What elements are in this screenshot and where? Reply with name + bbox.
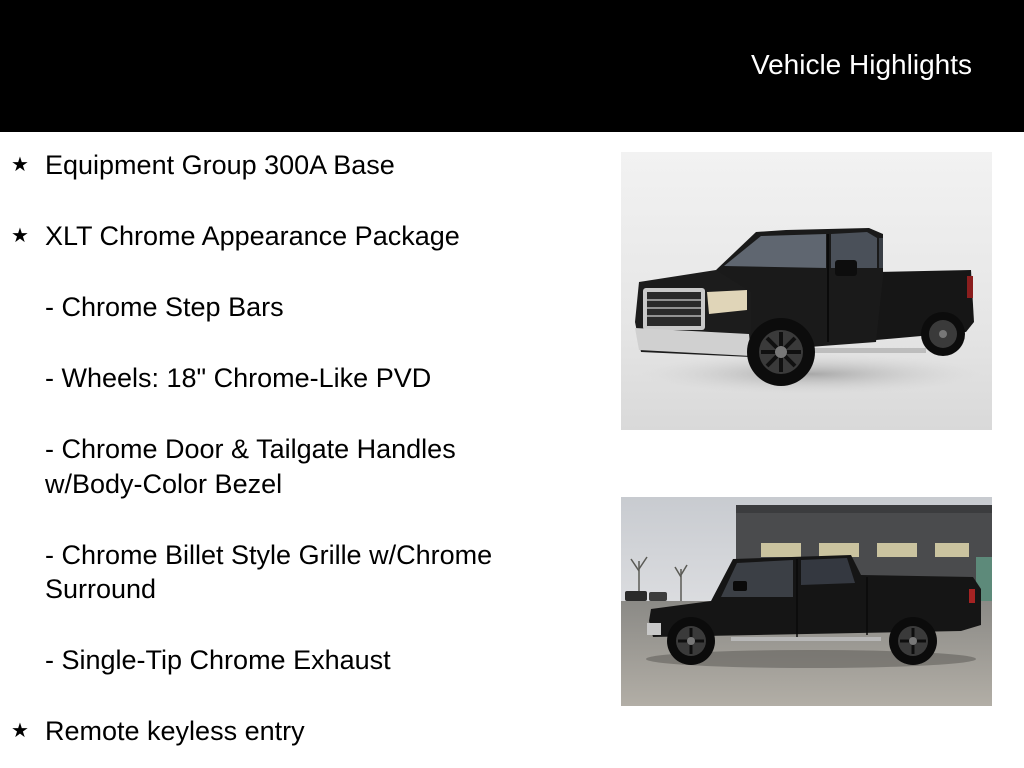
feature-subitem (0, 432, 515, 501)
feature-text: - Single-Tip Chrome Exhaust (45, 645, 391, 675)
feature-item (0, 148, 600, 183)
feature-subitem (0, 290, 600, 325)
feature-text: - Chrome Step Bars (45, 292, 284, 322)
truck-front-image (621, 152, 992, 430)
star-icon: ★ (11, 720, 29, 742)
feature-text: Remote keyless entry (45, 716, 305, 746)
star-icon: ★ (11, 225, 29, 247)
feature-subitem (0, 538, 555, 607)
star-icon: ★ (11, 154, 29, 176)
feature-text: Equipment Group 300A Base (45, 150, 395, 180)
feature-text: - Wheels: 18" Chrome-Like PVD (45, 363, 432, 393)
feature-subitem (0, 643, 600, 678)
feature-text: XLT Chrome Appearance Package (45, 221, 460, 251)
feature-item (0, 714, 600, 749)
vehicle-photo-side (621, 497, 992, 706)
feature-subitem (0, 361, 600, 396)
vehicle-photo-front (621, 152, 992, 430)
header-bar (0, 0, 1024, 132)
feature-text: - Chrome Billet Style Grille w/Chrome Surround (45, 539, 493, 604)
feature-list (0, 148, 600, 768)
page-title: Vehicle Highlights (750, 49, 972, 80)
feature-item (0, 219, 600, 254)
feature-text: - Chrome Door & Tailgate Handles w/Body-Color Bezel (45, 434, 456, 499)
truck-side-image (621, 497, 992, 706)
